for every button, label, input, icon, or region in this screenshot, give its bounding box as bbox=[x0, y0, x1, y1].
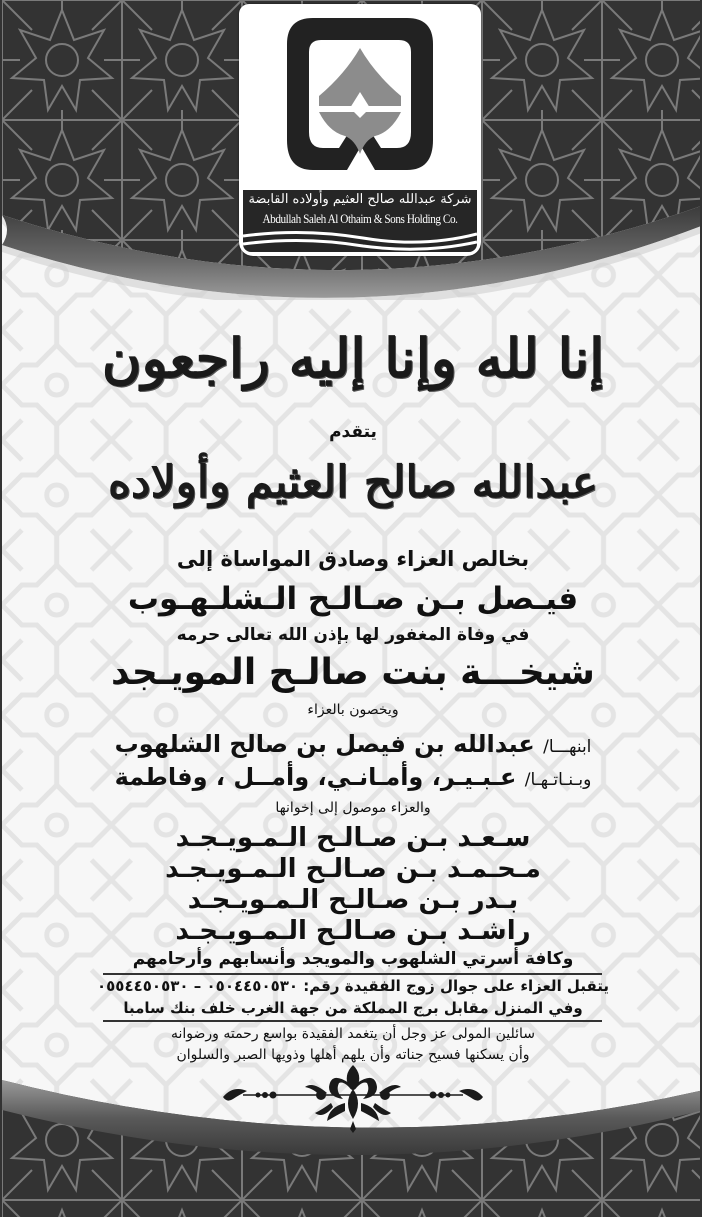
special-condolence-intro: ويخصون بالعزاء bbox=[307, 702, 399, 718]
logo-english-name: Abdullah Saleh Al Othaim & Sons Holding Co. bbox=[262, 212, 458, 226]
brother-name: مـحـمـد بـن صـالـح الـمـويـجـد bbox=[165, 854, 541, 884]
recipient-name: فيـصل بـن صـالـح الـشلـهـوب bbox=[127, 581, 579, 617]
quran-verse: إنا لله وإنا إليه راجعون bbox=[101, 326, 605, 390]
daughters-names: عـبـيـر، وأمـانـي، وأمــل ، وفاطمة bbox=[114, 763, 517, 791]
deceased-name: شيخـــة بنت صالـح المويـجد bbox=[111, 652, 595, 693]
prayer-line-2: وأن يسكنها فسيح جناته وأن يلهم أهلها وذويها الصبر والسلوان bbox=[176, 1047, 530, 1063]
brother-name: بـدر بـن صـالـح الـمـويـجـد bbox=[187, 885, 519, 915]
families-line: وكافة أسرتي الشلهوب والمويجد وأنسابهم وأرحامهم bbox=[132, 949, 574, 969]
family-calligraphy: عبدالله صالح العثيم وأولاده bbox=[107, 457, 599, 508]
presents-label: يتقدم bbox=[329, 422, 377, 442]
logo-arabic-name: شركة عبدالله صالح العثيم وأولاده القابضة bbox=[248, 192, 472, 207]
son-prefix: ابنهـــا/ bbox=[543, 737, 592, 757]
condolence-intro: بخالص العزاء وصادق المواساة إلى bbox=[176, 547, 530, 571]
daughters-line bbox=[2, 760, 702, 797]
brother-name: سـعـد بـن صـالـح الـمـويـجـد bbox=[175, 823, 531, 853]
daughters-prefix: وبـنـاتـهـا/ bbox=[524, 770, 592, 790]
divider bbox=[103, 1020, 602, 1022]
floral-divider-icon bbox=[203, 1063, 503, 1133]
brother-name: راشـد بـن صـالـح الـمـويـجـد bbox=[175, 916, 531, 946]
son-name: عبدالله بن فيصل بن صالح الشلهوب bbox=[114, 730, 535, 758]
announcement-content bbox=[2, 0, 702, 1217]
prayer-line-1: سائلين المولى عز وجل أن يتغمد الفقيدة بواسع رحمته ورضوانه bbox=[170, 1026, 536, 1042]
phone-line: يتقبل العزاء على جوال زوج الفقيدة رقم: ٠٥٠٤٤٥٠٥٣٠ – ٠٥٥٤٤٥٠٥٣٠ bbox=[97, 977, 609, 995]
death-line: في وفاة المغفور لها بإذن الله تعالى حرمه bbox=[176, 625, 530, 645]
brothers-intro: والعزاء موصول إلى إخوانها bbox=[275, 800, 431, 816]
son-line bbox=[2, 727, 702, 764]
home-address-line: وفي المنزل مقابل برج المملكة من جهة الغرب خلف بنك سامبا bbox=[123, 999, 583, 1017]
